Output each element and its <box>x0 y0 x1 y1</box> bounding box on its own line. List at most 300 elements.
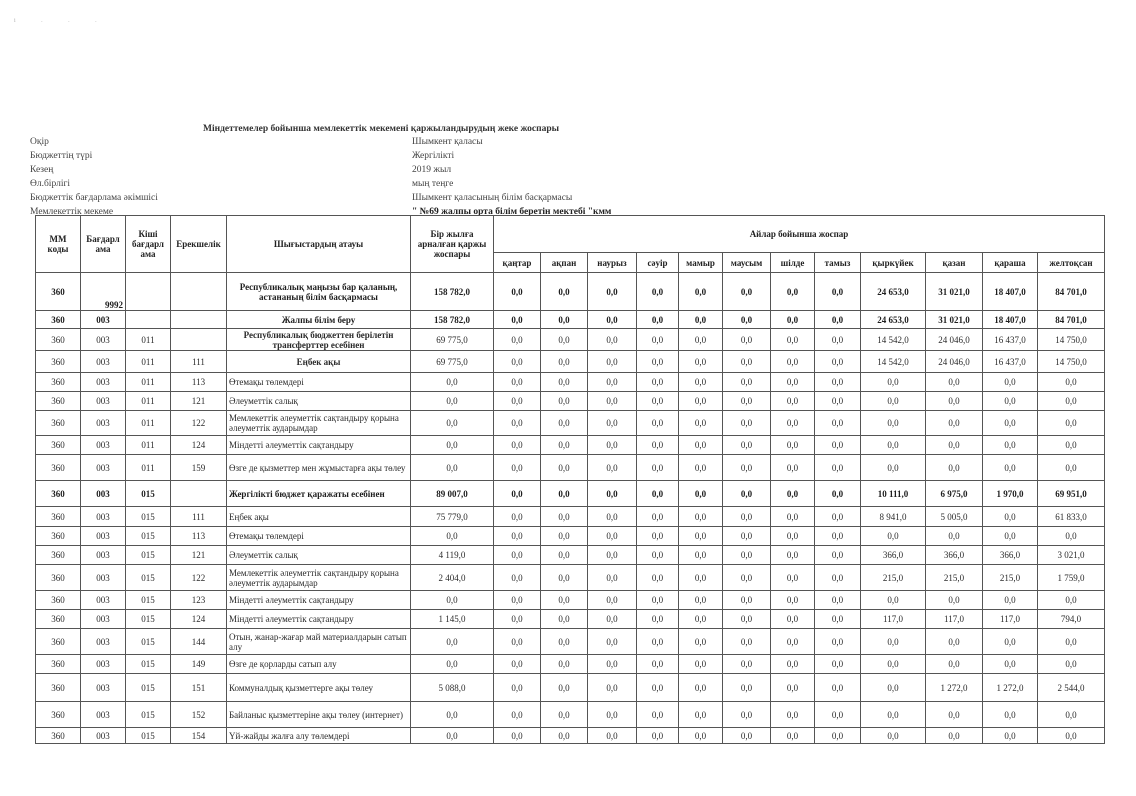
cell-month-value: 0,0 <box>679 610 723 629</box>
cell-month-value: 0,0 <box>679 591 723 610</box>
cell-month-value: 0,0 <box>1038 411 1105 436</box>
meta-value: Шымкент қаласының білім басқармасы <box>412 193 573 203</box>
cell-month-value: 14 542,0 <box>861 351 926 373</box>
cell-month-value: 0,0 <box>983 655 1038 674</box>
cell-month-value: 0,0 <box>541 373 588 392</box>
cell-month-value: 0,0 <box>494 610 541 629</box>
cell-subprogram: 015 <box>126 527 171 546</box>
cell-expense-name: Міндетті әлеуметтік сақтандыру <box>227 610 411 629</box>
cell-month-value: 0,0 <box>679 311 723 329</box>
cell-month-value: 0,0 <box>494 591 541 610</box>
cell-month-value: 10 111,0 <box>861 481 926 507</box>
cell-month-value: 0,0 <box>815 702 861 728</box>
meta-label: Бюджеттік бағдарлама әкімшісі <box>30 193 158 203</box>
cell-month-value: 0,0 <box>983 527 1038 546</box>
cell-month-value: 0,0 <box>679 329 723 351</box>
cell-month-value: 0,0 <box>679 629 723 655</box>
cell-month-value: 1 272,0 <box>926 674 983 702</box>
cell-program: 003 <box>81 455 126 481</box>
header-month: сәуір <box>637 253 679 273</box>
cell-program: 003 <box>81 565 126 591</box>
cell-specific: 151 <box>171 674 227 702</box>
cell-month-value: 0,0 <box>815 610 861 629</box>
cell-month-value: 0,0 <box>723 436 771 455</box>
cell-month-value: 0,0 <box>1038 728 1105 744</box>
cell-annual-plan: 158 782,0 <box>411 273 494 311</box>
cell-month-value: 0,0 <box>494 728 541 744</box>
cell-month-value: 0,0 <box>637 411 679 436</box>
cell-month-value: 0,0 <box>541 507 588 527</box>
cell-specific: 144 <box>171 629 227 655</box>
cell-month-value: 0,0 <box>588 591 637 610</box>
cell-expense-name: Республикалық маңызы бар қаланың, астананың білім басқармасы <box>227 273 411 311</box>
header-expense-name: Шығыстардың атауы <box>227 216 411 273</box>
cell-program: 003 <box>81 655 126 674</box>
cell-month-value: 366,0 <box>926 546 983 565</box>
cell-month-value: 84 701,0 <box>1038 273 1105 311</box>
cell-subprogram: 011 <box>126 329 171 351</box>
meta-label: Мемлекеттік мекеме <box>30 207 114 217</box>
cell-month-value: 0,0 <box>1038 527 1105 546</box>
cell-month-value: 0,0 <box>679 565 723 591</box>
cell-specific: 111 <box>171 507 227 527</box>
cell-month-value: 0,0 <box>679 351 723 373</box>
cell-mm-code: 360 <box>36 351 81 373</box>
cell-annual-plan: 0,0 <box>411 655 494 674</box>
cell-month-value: 0,0 <box>926 455 983 481</box>
cell-subprogram: 015 <box>126 674 171 702</box>
meta-value: Шымкент қаласы <box>412 137 483 147</box>
cell-program: 003 <box>81 329 126 351</box>
cell-month-value: 0,0 <box>637 311 679 329</box>
cell-month-value: 0,0 <box>679 481 723 507</box>
cell-month-value: 0,0 <box>771 329 815 351</box>
cell-month-value: 0,0 <box>723 351 771 373</box>
cell-annual-plan: 0,0 <box>411 728 494 744</box>
cell-month-value: 61 833,0 <box>1038 507 1105 527</box>
cell-month-value: 0,0 <box>679 655 723 674</box>
cell-month-value: 0,0 <box>541 527 588 546</box>
meta-label: Кезең <box>30 165 54 175</box>
cell-month-value: 14 750,0 <box>1038 329 1105 351</box>
cell-mm-code: 360 <box>36 655 81 674</box>
cell-month-value: 24 653,0 <box>861 273 926 311</box>
cell-month-value: 0,0 <box>541 728 588 744</box>
cell-month-value: 0,0 <box>679 507 723 527</box>
cell-month-value: 0,0 <box>588 436 637 455</box>
cell-subprogram: 015 <box>126 507 171 527</box>
cell-month-value: 0,0 <box>861 392 926 411</box>
cell-expense-name: Отын, жанар-жағар май материалдарын сатып алу <box>227 629 411 655</box>
meta-value: " №69 жалпы орта білім беретін мектебі "кмм <box>412 207 612 217</box>
cell-month-value: 0,0 <box>494 311 541 329</box>
cell-month-value: 0,0 <box>723 329 771 351</box>
table-row <box>36 565 1105 591</box>
cell-specific: 121 <box>171 392 227 411</box>
cell-expense-name: Міндетті әлеуметтік сақтандыру <box>227 436 411 455</box>
cell-month-value: 0,0 <box>926 591 983 610</box>
cell-month-value: 0,0 <box>723 507 771 527</box>
cell-month-value: 24 046,0 <box>926 329 983 351</box>
table-row <box>36 329 1105 351</box>
cell-month-value: 215,0 <box>861 565 926 591</box>
cell-month-value: 794,0 <box>1038 610 1105 629</box>
cell-month-value: 0,0 <box>494 411 541 436</box>
cell-month-value: 0,0 <box>541 273 588 311</box>
cell-month-value: 18 407,0 <box>983 273 1038 311</box>
cell-month-value: 0,0 <box>588 565 637 591</box>
cell-month-value: 0,0 <box>541 674 588 702</box>
cell-month-value: 2 544,0 <box>1038 674 1105 702</box>
cell-month-value: 0,0 <box>588 329 637 351</box>
cell-month-value: 0,0 <box>983 373 1038 392</box>
cell-month-value: 0,0 <box>541 455 588 481</box>
cell-subprogram: 011 <box>126 455 171 481</box>
cell-program: 003 <box>81 629 126 655</box>
cell-month-value: 0,0 <box>588 392 637 411</box>
header-specific: Ерекшелік <box>171 216 227 273</box>
cell-specific: 124 <box>171 610 227 629</box>
cell-month-value: 0,0 <box>588 411 637 436</box>
cell-month-value: 0,0 <box>771 311 815 329</box>
cell-month-value: 0,0 <box>588 351 637 373</box>
cell-month-value: 0,0 <box>1038 591 1105 610</box>
cell-month-value: 117,0 <box>861 610 926 629</box>
cell-month-value: 0,0 <box>1038 455 1105 481</box>
cell-annual-plan: 4 119,0 <box>411 546 494 565</box>
cell-expense-name: Мемлекеттік әлеуметтік сақтандыру қорына әлеуметтік аударымдар <box>227 565 411 591</box>
cell-month-value: 0,0 <box>637 610 679 629</box>
cell-month-value: 0,0 <box>541 436 588 455</box>
cell-annual-plan: 0,0 <box>411 392 494 411</box>
cell-program: 003 <box>81 411 126 436</box>
cell-month-value: 0,0 <box>588 610 637 629</box>
cell-month-value: 0,0 <box>541 629 588 655</box>
cell-program: 003 <box>81 373 126 392</box>
cell-specific: 154 <box>171 728 227 744</box>
cell-month-value: 0,0 <box>679 527 723 546</box>
cell-month-value: 69 951,0 <box>1038 481 1105 507</box>
cell-month-value: 0,0 <box>771 373 815 392</box>
header-mm-code: ММ коды <box>36 216 81 273</box>
cell-month-value: 0,0 <box>983 392 1038 411</box>
cell-month-value: 0,0 <box>1038 436 1105 455</box>
cell-month-value: 0,0 <box>494 507 541 527</box>
cell-month-value: 0,0 <box>541 392 588 411</box>
header-annual-plan: Бір жылға арналған қаржы жоспары <box>411 216 494 273</box>
cell-program: 9992 <box>81 273 126 311</box>
table-row <box>36 481 1105 507</box>
cell-subprogram <box>126 273 171 311</box>
cell-month-value: 215,0 <box>983 565 1038 591</box>
cell-month-value: 0,0 <box>637 507 679 527</box>
cell-month-value: 0,0 <box>861 591 926 610</box>
cell-month-value: 0,0 <box>815 273 861 311</box>
cell-month-value: 0,0 <box>494 273 541 311</box>
cell-program: 003 <box>81 728 126 744</box>
cell-mm-code: 360 <box>36 373 81 392</box>
cell-subprogram: 011 <box>126 351 171 373</box>
cell-mm-code: 360 <box>36 629 81 655</box>
cell-expense-name: Еңбек ақы <box>227 507 411 527</box>
cell-annual-plan: 69 775,0 <box>411 351 494 373</box>
meta-value: 2019 жыл <box>412 165 452 175</box>
cell-program: 003 <box>81 507 126 527</box>
cell-month-value: 0,0 <box>926 527 983 546</box>
cell-month-value: 0,0 <box>637 527 679 546</box>
cell-month-value: 0,0 <box>637 565 679 591</box>
cell-specific: 149 <box>171 655 227 674</box>
cell-program: 003 <box>81 702 126 728</box>
cell-month-value: 0,0 <box>771 527 815 546</box>
cell-month-value: 24 653,0 <box>861 311 926 329</box>
cell-month-value: 0,0 <box>861 411 926 436</box>
cell-month-value: 0,0 <box>588 273 637 311</box>
cell-expense-name: Еңбек ақы <box>227 351 411 373</box>
cell-month-value: 0,0 <box>723 629 771 655</box>
cell-subprogram: 015 <box>126 565 171 591</box>
cell-mm-code: 360 <box>36 702 81 728</box>
cell-annual-plan: 2 404,0 <box>411 565 494 591</box>
cell-expense-name: Әлеуметтік салық <box>227 392 411 411</box>
cell-mm-code: 360 <box>36 329 81 351</box>
table-row <box>36 655 1105 674</box>
cell-month-value: 0,0 <box>541 702 588 728</box>
cell-subprogram: 015 <box>126 610 171 629</box>
cell-month-value: 1 759,0 <box>1038 565 1105 591</box>
cell-month-value: 0,0 <box>494 373 541 392</box>
cell-expense-name: Мемлекеттік әлеуметтік сақтандыру қорына әлеуметтік аударымдар <box>227 411 411 436</box>
cell-month-value: 0,0 <box>723 591 771 610</box>
cell-expense-name: Байланыс қызметтеріне ақы төлеу (интернет) <box>227 702 411 728</box>
cell-month-value: 0,0 <box>588 546 637 565</box>
cell-month-value: 0,0 <box>637 655 679 674</box>
cell-program: 003 <box>81 591 126 610</box>
cell-month-value: 0,0 <box>723 702 771 728</box>
cell-month-value: 14 750,0 <box>1038 351 1105 373</box>
cell-month-value: 0,0 <box>723 481 771 507</box>
table-row <box>36 610 1105 629</box>
cell-program: 003 <box>81 610 126 629</box>
cell-annual-plan: 1 145,0 <box>411 610 494 629</box>
cell-annual-plan: 0,0 <box>411 455 494 481</box>
cell-month-value: 0,0 <box>723 411 771 436</box>
cell-month-value: 0,0 <box>815 329 861 351</box>
cell-month-value: 0,0 <box>494 527 541 546</box>
table-row <box>36 507 1105 527</box>
cell-month-value: 0,0 <box>771 728 815 744</box>
table-row <box>36 591 1105 610</box>
cell-month-value: 0,0 <box>588 629 637 655</box>
cell-month-value: 0,0 <box>494 674 541 702</box>
header-month: қаңтар <box>494 253 541 273</box>
cell-annual-plan: 75 779,0 <box>411 507 494 527</box>
cell-month-value: 0,0 <box>926 411 983 436</box>
cell-expense-name: Жалпы білім беру <box>227 311 411 329</box>
cell-mm-code: 360 <box>36 273 81 311</box>
cell-annual-plan: 5 088,0 <box>411 674 494 702</box>
cell-month-value: 0,0 <box>771 702 815 728</box>
cell-expense-name: Міндетті әлеуметтік сақтандыру <box>227 591 411 610</box>
cell-month-value: 0,0 <box>723 373 771 392</box>
cell-annual-plan: 0,0 <box>411 702 494 728</box>
cell-mm-code: 360 <box>36 728 81 744</box>
cell-month-value: 1 970,0 <box>983 481 1038 507</box>
header-subprogram: Кіші бағдарл ама <box>126 216 171 273</box>
cell-month-value: 0,0 <box>637 728 679 744</box>
cell-annual-plan: 69 775,0 <box>411 329 494 351</box>
scan-artifact: i . . . <box>14 18 109 24</box>
cell-month-value: 0,0 <box>771 436 815 455</box>
header-month: ақпан <box>541 253 588 273</box>
cell-mm-code: 360 <box>36 436 81 455</box>
cell-mm-code: 360 <box>36 507 81 527</box>
cell-month-value: 16 437,0 <box>983 351 1038 373</box>
cell-mm-code: 360 <box>36 591 81 610</box>
cell-month-value: 0,0 <box>723 655 771 674</box>
cell-month-value: 0,0 <box>588 455 637 481</box>
cell-month-value: 0,0 <box>815 728 861 744</box>
cell-month-value: 31 021,0 <box>926 311 983 329</box>
cell-month-value: 0,0 <box>861 674 926 702</box>
cell-month-value: 6 975,0 <box>926 481 983 507</box>
cell-month-value: 0,0 <box>771 674 815 702</box>
cell-program: 003 <box>81 436 126 455</box>
cell-specific: 111 <box>171 351 227 373</box>
cell-specific: 121 <box>171 546 227 565</box>
table-row <box>36 436 1105 455</box>
cell-month-value: 0,0 <box>679 702 723 728</box>
cell-month-value: 0,0 <box>679 455 723 481</box>
cell-month-value: 0,0 <box>771 455 815 481</box>
cell-mm-code: 360 <box>36 610 81 629</box>
cell-subprogram: 015 <box>126 702 171 728</box>
cell-month-value: 366,0 <box>861 546 926 565</box>
cell-month-value: 14 542,0 <box>861 329 926 351</box>
cell-subprogram: 015 <box>126 629 171 655</box>
cell-month-value: 0,0 <box>815 392 861 411</box>
cell-mm-code: 360 <box>36 674 81 702</box>
cell-month-value: 0,0 <box>983 591 1038 610</box>
cell-month-value: 0,0 <box>637 329 679 351</box>
cell-month-value: 0,0 <box>679 674 723 702</box>
cell-month-value: 0,0 <box>771 351 815 373</box>
cell-month-value: 0,0 <box>815 411 861 436</box>
cell-month-value: 31 021,0 <box>926 273 983 311</box>
cell-month-value: 0,0 <box>926 392 983 411</box>
cell-month-value: 0,0 <box>494 455 541 481</box>
cell-specific: 122 <box>171 411 227 436</box>
cell-subprogram: 011 <box>126 392 171 411</box>
cell-month-value: 0,0 <box>815 565 861 591</box>
table-row <box>36 546 1105 565</box>
cell-month-value: 366,0 <box>983 546 1038 565</box>
cell-program: 003 <box>81 481 126 507</box>
cell-month-value: 0,0 <box>815 546 861 565</box>
cell-annual-plan: 0,0 <box>411 629 494 655</box>
header-month: маусым <box>723 253 771 273</box>
meta-label: Бюджеттің түрі <box>30 151 93 161</box>
cell-month-value: 0,0 <box>861 702 926 728</box>
cell-program: 003 <box>81 351 126 373</box>
table-row <box>36 728 1105 744</box>
cell-month-value: 0,0 <box>588 655 637 674</box>
cell-month-value: 0,0 <box>861 436 926 455</box>
cell-month-value: 0,0 <box>815 455 861 481</box>
cell-mm-code: 360 <box>36 392 81 411</box>
cell-expense-name: Өзге де қорларды сатып алу <box>227 655 411 674</box>
cell-month-value: 0,0 <box>541 411 588 436</box>
cell-month-value: 0,0 <box>815 373 861 392</box>
cell-mm-code: 360 <box>36 546 81 565</box>
cell-month-value: 0,0 <box>494 436 541 455</box>
cell-subprogram: 015 <box>126 655 171 674</box>
cell-month-value: 0,0 <box>637 436 679 455</box>
cell-month-value: 0,0 <box>926 655 983 674</box>
cell-month-value: 0,0 <box>771 629 815 655</box>
cell-specific: 122 <box>171 565 227 591</box>
cell-specific: 113 <box>171 373 227 392</box>
cell-month-value: 0,0 <box>494 351 541 373</box>
cell-month-value: 117,0 <box>983 610 1038 629</box>
cell-specific: 152 <box>171 702 227 728</box>
table-row <box>36 392 1105 411</box>
cell-month-value: 0,0 <box>541 481 588 507</box>
cell-mm-code: 360 <box>36 527 81 546</box>
cell-month-value: 0,0 <box>637 273 679 311</box>
cell-annual-plan: 158 782,0 <box>411 311 494 329</box>
cell-month-value: 0,0 <box>861 629 926 655</box>
cell-month-value: 0,0 <box>588 527 637 546</box>
header-month: қазан <box>926 253 983 273</box>
cell-month-value: 0,0 <box>815 481 861 507</box>
cell-month-value: 0,0 <box>637 629 679 655</box>
cell-expense-name: Өзге де қызметтер мен жұмыстарға ақы төлеу <box>227 455 411 481</box>
cell-month-value: 0,0 <box>723 565 771 591</box>
cell-month-value: 0,0 <box>771 507 815 527</box>
cell-month-value: 0,0 <box>815 655 861 674</box>
cell-program: 003 <box>81 674 126 702</box>
cell-month-value: 0,0 <box>588 373 637 392</box>
cell-month-value: 0,0 <box>679 728 723 744</box>
cell-month-value: 0,0 <box>637 351 679 373</box>
cell-annual-plan: 0,0 <box>411 436 494 455</box>
cell-month-value: 0,0 <box>1038 392 1105 411</box>
cell-month-value: 0,0 <box>815 351 861 373</box>
table-row <box>36 311 1105 329</box>
cell-month-value: 0,0 <box>723 728 771 744</box>
cell-month-value: 0,0 <box>541 351 588 373</box>
cell-specific: 159 <box>171 455 227 481</box>
cell-expense-name: Өтемақы төлемдері <box>227 373 411 392</box>
cell-month-value: 0,0 <box>983 629 1038 655</box>
cell-month-value: 0,0 <box>771 273 815 311</box>
table-row <box>36 527 1105 546</box>
cell-subprogram: 011 <box>126 373 171 392</box>
header-month: тамыз <box>815 253 861 273</box>
cell-month-value: 0,0 <box>588 481 637 507</box>
cell-month-value: 0,0 <box>723 546 771 565</box>
cell-month-value: 0,0 <box>926 373 983 392</box>
cell-month-value: 0,0 <box>588 507 637 527</box>
cell-month-value: 0,0 <box>926 728 983 744</box>
cell-specific <box>171 311 227 329</box>
cell-month-value: 0,0 <box>723 311 771 329</box>
cell-month-value: 0,0 <box>983 728 1038 744</box>
cell-month-value: 0,0 <box>723 455 771 481</box>
cell-annual-plan: 89 007,0 <box>411 481 494 507</box>
cell-month-value: 0,0 <box>983 411 1038 436</box>
